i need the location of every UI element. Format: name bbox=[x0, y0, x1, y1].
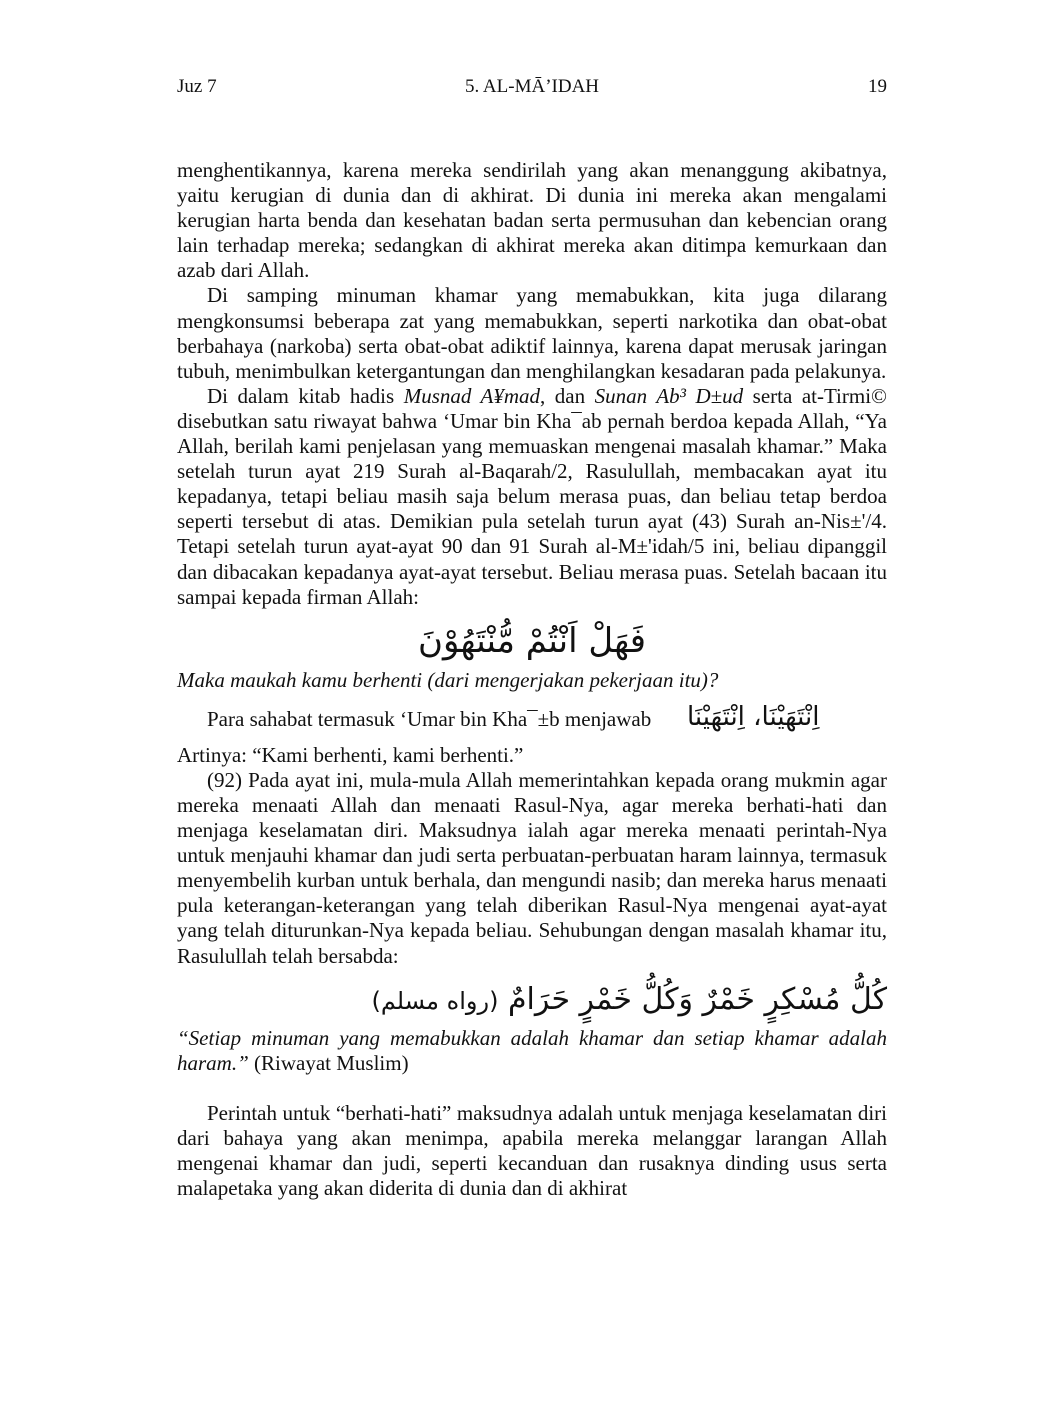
hadith-translation bbox=[177, 1026, 887, 1076]
artinya-line: Artinya: “Kami berhenti, kami berhenti.” bbox=[177, 742, 524, 767]
reply-arabic: اِنْتَهَيْنَا، اِنْتَهَيْنَا bbox=[687, 701, 820, 732]
quran-verse-arabic: فَهَلْ اَنْتُمْ مُّنْتَهُوْنَ bbox=[417, 620, 647, 661]
paragraph-4: (92) Pada ayat ini, mula-mula Allah memerintahkan kepada orang mukmin agar mereka menaati Allah dan menaati Rasul-Nya, agar mereka berhati-hati dan menjaga keselamatan diri. Maksudnya ialah agar mereka menaati perintah-Nya untuk menjauhi khamar dan judi serta perbuatan-perbuatan haram lainnya, termasuk menyembelih kurban untuk berhala, dan mengundi nasib; dan mereka harus menaati pula keterangan-keterangan yang telah diberikan Rasul-Nya mengenai ayat-ayat yang telah diturunkan-Nya kepada beliau. Sehubungan dengan masalah khamar itu, Rasulullah telah bersabda: bbox=[177, 767, 887, 968]
paragraph-3-text-c: serta at-Tirmi© disebutkan satu riwayat bahwa ‘Umar bin Kha¯ab pernah berdoa kepada Allah, “Ya Allah, berilah kami penjelasan yang memuaskan mengenai masalah khamar.” Maka setelah turun ayat 219 Surah al-Baqarah/2, Rasulullah, membacakan ayat itu kepadanya, tetapi beliau masih saja belum merasa puas, dan beliau tetap berdoa seperti tersebut di atas. Demikian pula setelah turun ayat (43) Surah an-Nis±'/4. Tetapi setelah turun ayat-ayat 90 dan 91 Surah al-M±'idah/5 ini, beliau dipanggil dan dibacakan kepadanya ayat-ayat tersebut. Beliau merasa puas. Setelah bacaan itu sampai kepada firman Allah: bbox=[177, 383, 888, 609]
hadith-translation-text: “Setiap minuman yang memabukkan adalah khamar dan setiap khamar adalah haram.” bbox=[177, 1025, 887, 1075]
paragraph-3-text-a: Di dalam kitab hadis bbox=[207, 383, 404, 408]
page-number: 19 bbox=[868, 76, 887, 97]
paragraph-3-text-b: , dan bbox=[540, 383, 595, 408]
paragraph-5: Perintah untuk “berhati-hati” maksudnya adalah untuk menjaga keselamatan diri dari bahaya yang akan menimpa, apabila mereka melanggar larangan Allah mengenai khamar dan judi, seperti kecanduan dan rusaknya dinding usus serta malapetaka yang akan diderita di dunia dan di akhirat bbox=[177, 1100, 887, 1201]
hadith-arabic bbox=[177, 975, 887, 1026]
paragraph-1: menghentikannya, karena mereka sendirilah yang akan menanggung akibatnya, yaitu kerugian di dunia dan di akhirat. Di dunia ini mereka akan mengalami kerugian harta benda dan kesehatan badan serta permusuhan dan kebencian orang lain terhadap mereka; sedangkan di akhirat mereka akan ditimpa kemurkaan dan azab dari Allah. bbox=[177, 158, 887, 283]
hadith-source: (Riwayat Muslim) bbox=[248, 1050, 409, 1075]
quran-verse-translation: Maka maukah kamu berhenti (dari mengerjakan pekerjaan itu)? bbox=[177, 667, 719, 692]
paragraph-2: Di samping minuman khamar yang memabukkan, kita juga dilarang mengkonsumsi beberapa zat yang memabukkan, seperti narkotika dan obat-obat berbahaya (narkoba) serta obat-obat adiktif lainnya, karena dapat merusak jaringan tubuh, menimbulkan ketergantungan dan menghilangkan kesadaran pada pelakunya. bbox=[177, 283, 887, 383]
book-title-musnad: Musnad A¥mad bbox=[403, 383, 541, 408]
spacer bbox=[177, 1076, 887, 1101]
book-title-sunan: Sunan Ab³ D±ud bbox=[594, 383, 744, 408]
reply-text: Para sahabat termasuk ‘Umar bin Kha¯±b menjawab bbox=[207, 706, 652, 731]
hadith-reference-arabic: (رواه مسلم) bbox=[371, 986, 499, 1015]
surah-title: 5. AL-MĀ’IDAH bbox=[464, 76, 600, 97]
companions-reply bbox=[177, 703, 887, 743]
hadith-arabic-text: كُلُّ مُسْكِرٍ خَمْرٌ وَكُلُّ خَمْرٍ حَرَامٌ bbox=[507, 981, 887, 1017]
juz-label: Juz 7 bbox=[177, 76, 217, 97]
page-body bbox=[177, 158, 887, 1201]
paragraph-3 bbox=[177, 384, 887, 610]
page-header bbox=[177, 76, 887, 102]
